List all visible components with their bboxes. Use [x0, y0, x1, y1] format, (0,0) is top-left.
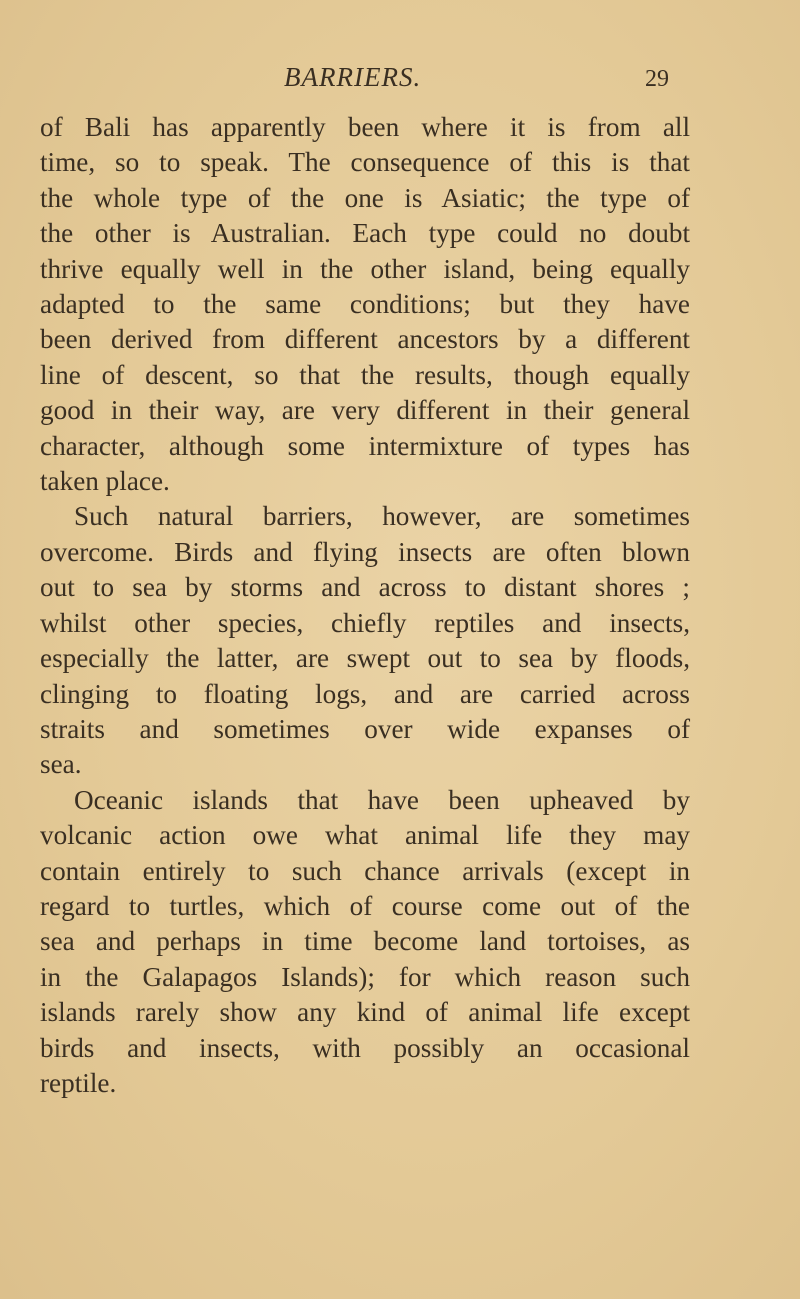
- text-line: regard to turtles, which of course come out of the: [40, 890, 690, 921]
- text-line: in the Galapagos Islands); for which reason such: [40, 961, 690, 992]
- text-line: of Bali has apparently been where it is from all: [40, 112, 690, 142]
- text-line: volcanic action owe what animal life they may: [40, 820, 690, 851]
- text-line: line of descent, so that the results, though equally: [40, 359, 690, 390]
- text-line: thrive equally well in the other island, being equally: [40, 253, 690, 284]
- text-line: the whole type of the one is Asiatic; the type of: [40, 182, 690, 213]
- body-text: [40, 110, 690, 1101]
- text-line: taken place.: [40, 466, 170, 497]
- text-line: especially the latter, are swept out to sea by floods,: [40, 643, 690, 674]
- text-line: Oceanic islands that have been upheaved by: [74, 784, 690, 815]
- running-title: BARRIERS.: [284, 62, 422, 92]
- text-line: Such natural barriers, however, are sometimes: [74, 501, 690, 532]
- page-header: [0, 62, 800, 102]
- text-line: been derived from different ancestors by a different: [40, 324, 690, 355]
- text-line: reptile.: [40, 1067, 117, 1098]
- text-line: time, so to speak. The consequence of this is that: [40, 147, 690, 178]
- text-line: sea.: [40, 749, 82, 780]
- text-line: out to sea by storms and across to distant shores ;: [40, 572, 690, 603]
- text-line: islands rarely show any kind of animal life except: [40, 997, 690, 1028]
- text-line: adapted to the same conditions; but they have: [40, 289, 690, 320]
- text-line: good in their way, are very different in their general: [40, 395, 690, 426]
- text-line: character, although some intermixture of types has: [40, 430, 690, 461]
- text-line: birds and insects, with possibly an occasional: [40, 1032, 690, 1063]
- page-number: 29: [645, 66, 669, 92]
- text-line: sea and perhaps in time become land tortoises, as: [40, 926, 690, 957]
- text-line: the other is Australian. Each type could no doubt: [40, 218, 690, 249]
- text-line: straits and sometimes over wide expanses of: [40, 713, 690, 744]
- text-line: contain entirely to such chance arrivals (except in: [40, 855, 690, 886]
- text-line: overcome. Birds and flying insects are often blown: [40, 536, 690, 567]
- text-line: whilst other species, chiefly reptiles and insects,: [40, 607, 690, 638]
- text-line: clinging to floating logs, and are carried across: [40, 678, 690, 709]
